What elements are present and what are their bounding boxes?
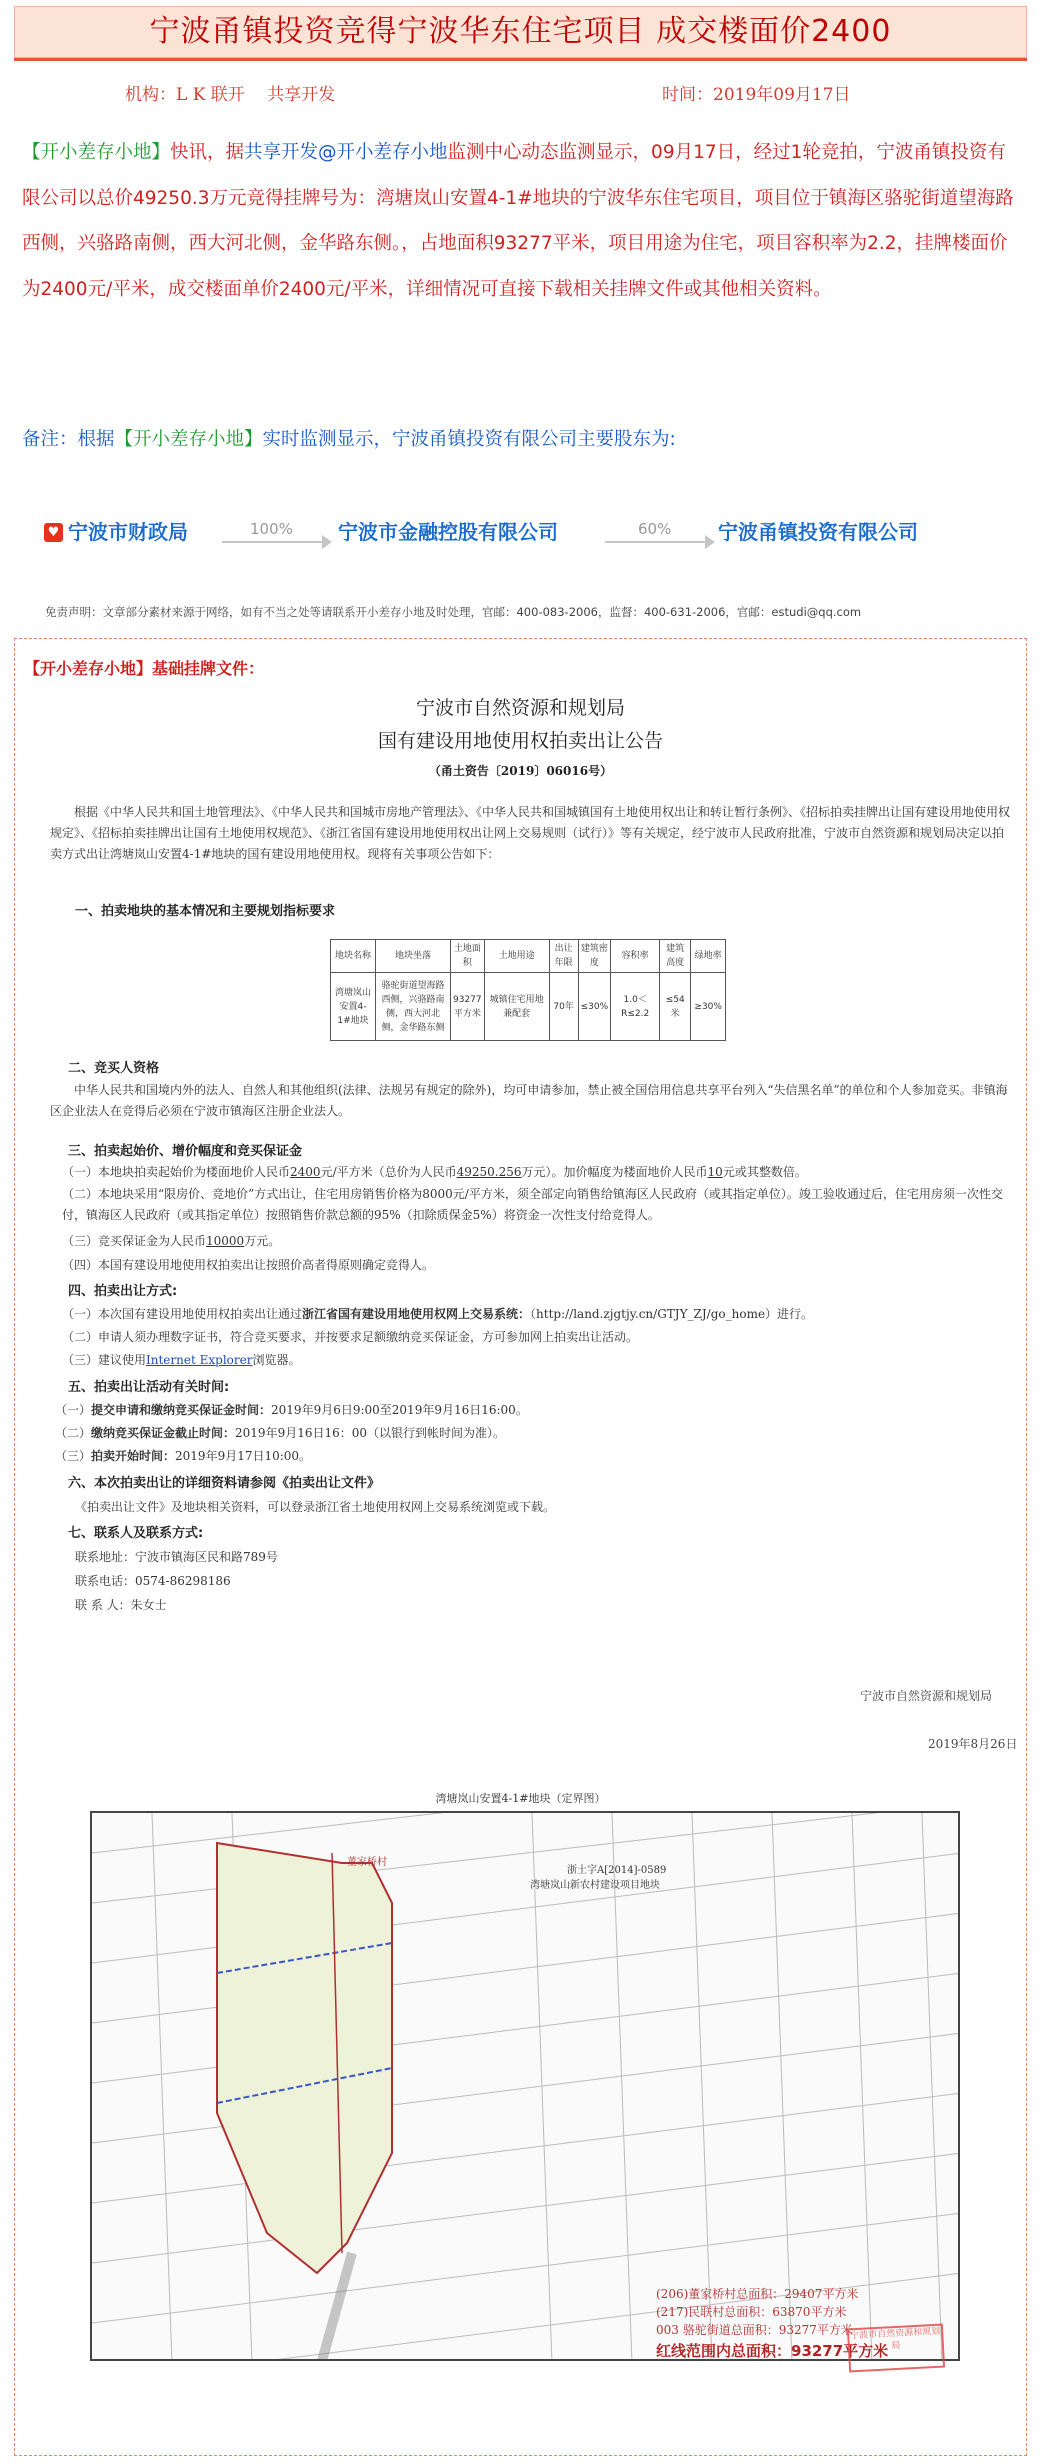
section-4-line-3 (62, 1351, 1022, 1368)
arrow-head-2 (705, 535, 715, 549)
text: （三）竞买保证金为人民币 (62, 1234, 207, 1248)
section-5-heading: 五、拍卖出让活动有关时间: (68, 1380, 230, 1395)
preamble: 根据《中华人民共和国土地管理法》、《中华人民共和国城市房地产管理法》、《中华人民共和国城镇国有土地使用权出让和转让暂行条例》、《招标拍卖挂牌出让国有建设用地使用权规定》、《招标拍卖挂牌出让国有土地使用权规范》、《浙江省国有建设用地使用权出让网上交易规则（试行）》等有关规定，经宁波市人民政府批准，宁波市自然资源和规划局决定以拍卖方式出让湾塘岚山安置4-1#地块的国有建设用地使用权。现将有关事项公告如下： (50, 805, 1011, 861)
table-header: 地块名称 (331, 940, 376, 973)
map-label-permit: 浙土字A[2014]-0589 (567, 1865, 667, 1876)
table-header: 建筑密度 (578, 940, 611, 973)
section-6-text: 《拍卖出让文件》及地块相关资料，可以登录浙江省土地使用权网上交易系统浏览或下载。 (75, 1500, 556, 1514)
section-6-heading: 六、本次拍卖出让的详细资料请参阅《拍卖出让文件》 (68, 1476, 381, 1491)
browser-link[interactable]: Internet Explorer (146, 1353, 253, 1367)
section-7-heading: 七、联系人及联系方式: (68, 1526, 204, 1541)
note-brand: 【开小差存小地】 (114, 429, 263, 450)
shareholding-pct-1: 100% (250, 520, 293, 538)
legend-item: (217)民联村总面积：63870平方米 (656, 2305, 847, 2319)
issue-date: 2019年8月26日 (928, 1737, 1018, 1751)
announcement-number: （甬土资告〔2019〕06016号） (428, 764, 613, 778)
table-header: 地块坐落 (376, 940, 451, 973)
time-label: 时间：2019年09月17日 (662, 85, 851, 105)
table-cell: 93277平方米 (451, 973, 485, 1041)
text: （二） (55, 1426, 92, 1440)
contact-phone: 联系电话：0574-86298186 (75, 1574, 231, 1588)
trading-system-name: 浙江省国有建设用地使用权网上交易系统： (302, 1307, 531, 1321)
legend-item: 003 骆驼街道总面积：93277平方米 (656, 2323, 853, 2337)
text: （三）建议使用 (62, 1353, 147, 1367)
announcement-title: 国有建设用地使用权拍卖出让公告 (377, 730, 663, 752)
text: （一）本地块拍卖起始价为楼面地价人民币 (62, 1165, 291, 1179)
table-header: 容积率 (611, 940, 660, 973)
section-3-line-3 (62, 1232, 1022, 1249)
table-header: 出让年限 (549, 940, 578, 973)
section-5-line-3 (55, 1447, 1015, 1464)
table-header: 建筑高度 (660, 940, 691, 973)
trading-system-url[interactable]: （http://land.zjgtjy.cn/GTJY_ZJ/go_home）进行。 (530, 1307, 814, 1321)
government-icon: ♥ (44, 523, 63, 542)
text: 万元。 (244, 1234, 281, 1248)
plot-boundary (217, 1843, 392, 2273)
text: 2019年9月16日16：00（以银行到帐时间为准）。 (235, 1426, 506, 1440)
note-text-2: 实时监测显示，宁波甬镇投资有限公司主要股东为: (262, 429, 676, 450)
plot-spec-table (330, 939, 726, 1041)
text: 浏览器。 (252, 1353, 301, 1367)
text: 2019年9月17日10:00。 (175, 1449, 312, 1463)
boundary-map (90, 1811, 960, 2361)
section-4-line-1 (62, 1305, 1022, 1322)
legend-total-area: 红线范围内总面积：93277平方米 (656, 2342, 889, 2360)
shareholder-entity-2[interactable]: 宁波市金融控股有限公司 (338, 520, 558, 544)
contact-address: 联系地址：宁波市镇海区民和路789号 (75, 1550, 278, 1564)
text: （一）本次国有建设用地使用权拍卖出让通过 (62, 1307, 303, 1321)
arrow-line-2 (605, 541, 705, 543)
map-label-project: 湾塘岚山新农村建设项目地块 (530, 1880, 660, 1891)
total-price: 49250.256 (456, 1165, 522, 1179)
label: 拍卖开始时间： (91, 1449, 176, 1463)
brand-tag: 【开小差存小地】 (22, 142, 171, 163)
table-cell: 1.0＜R≤2.2 (611, 973, 660, 1041)
section-4-line-2: （二）申请人须办理数字证书，符合竞买要求，并按要求足额缴纳竞买保证金，方可参加网上拍卖出让活动。 (62, 1330, 639, 1344)
label: 缴纳竞买保证金截止时间： (91, 1426, 236, 1440)
text: （一） (55, 1403, 92, 1417)
intro-text-1: 快讯，据 (170, 142, 245, 163)
table-cell: ≤30% (578, 973, 611, 1041)
contact-person: 联 系 人：朱女士 (75, 1598, 167, 1612)
table-cell: 70年 (549, 973, 578, 1041)
table-header: 土地用途 (484, 940, 549, 973)
page-title: 宁波甬镇投资竞得宁波华东住宅项目 成交楼面价2400 (14, 6, 1027, 58)
section-4-heading: 四、拍卖出让方式: (68, 1284, 178, 1299)
arrow-head-1 (322, 535, 332, 549)
map-title: 湾塘岚山安置4-1#地块（定界图） (435, 1792, 606, 1805)
section-3-heading: 三、拍卖起始价、增价幅度和竞买保证金 (68, 1144, 303, 1159)
label: 提交申请和缴纳竞买保证金时间： (91, 1403, 272, 1417)
section-2-heading: 二、竞买人资格 (68, 1061, 160, 1076)
table-cell: ≤54米 (660, 973, 691, 1041)
section-3-line-4: （四）本国有建设用地使用权拍卖出让按照价高者得原则确定竞得人。 (62, 1258, 435, 1272)
table-cell: 骆驼街道望海路西侧，兴骆路南侧，西大河北侧，金华路东侧 (376, 973, 451, 1041)
document-heading: 【开小差存小地】基础挂牌文件： (24, 659, 265, 678)
issuer-signature: 宁波市自然资源和规划局 (860, 1689, 993, 1703)
shareholder-entity-3[interactable]: 宁波甬镇投资有限公司 (718, 520, 918, 544)
official-stamp: 宁波市自然资源和规划局 (847, 2324, 945, 2373)
section-5-line-1 (55, 1401, 1015, 1418)
table-header: 土地面积 (451, 940, 485, 973)
org-label: 机构：L K 联开 共享开发 (125, 85, 336, 105)
increment: 10 (707, 1165, 723, 1179)
text: （三） (55, 1449, 92, 1463)
note-text-1: 备注：根据 (22, 429, 115, 450)
legend-item: (206)董家桥村总面积：29407平方米 (656, 2287, 859, 2301)
map-label-village: 董家桥村 (347, 1857, 387, 1868)
section-3-line-2: （二）本地块采用“限房价、竞地价”方式出让，住宅用房销售价格为8000元/平方米，须全部定向销售给镇海区人民政府（或其指定单位）。竣工验收通过后，住宅用房须一次性交付，镇海区人民政府（或其指定单位）按照销售价款总额的95%（扣除质保金5%）将资金一次性支付给竞得人。 (62, 1187, 1003, 1222)
arrow-line-1 (222, 541, 322, 543)
note-line (22, 425, 676, 451)
text: 2019年9月6日9:00至2019年9月16日16:00。 (271, 1403, 528, 1417)
issuer-title: 宁波市自然资源和规划局 (415, 697, 625, 719)
start-price: 2400 (290, 1165, 321, 1179)
river (322, 2253, 352, 2361)
title-divider (14, 58, 1027, 61)
text: 万元）。加价幅度为楼面地价人民币 (521, 1165, 708, 1179)
share-link[interactable]: 共享开发@开小差存小地 (244, 142, 448, 163)
table-cell: 湾塘岚山安置4-1#地块 (331, 973, 376, 1041)
text: 元/平方米（总价为人民币 (320, 1165, 457, 1179)
table-cell: ≥30% (691, 973, 726, 1041)
section-1-heading: 一、拍卖地块的基本情况和主要规划指标要求 (75, 904, 336, 919)
section-5-line-2 (55, 1424, 1015, 1441)
section-2-text: 中华人民共和国境内外的法人、自然人和其他组织(法律、法规另有规定的除外)，均可申请参加，禁止被全国信用信息共享平台列入“失信黑名单”的单位和个人参加竞买。非镇海区企业法人在竞得后必须在宁波市镇海区注册企业法人。 (50, 1083, 1008, 1118)
map-drawing (92, 1813, 960, 2361)
section-3-line-1 (62, 1163, 1022, 1180)
disclaimer: 免责声明：文章部分素材来源于网络，如有不当之处等请联系开小差存小地及时处理，官邮：400-083-2006，监督：400-631-2006，官邮：estudi@qq.com (45, 605, 862, 619)
shareholder-entity-1[interactable]: 宁波市财政局 (68, 520, 188, 544)
table-cell: 城镇住宅用地兼配套 (484, 973, 549, 1041)
intro-paragraph (22, 130, 1022, 312)
table-header: 绿地率 (691, 940, 726, 973)
shareholding-pct-2: 60% (638, 520, 672, 538)
text: 元或其整数倍。 (722, 1165, 807, 1179)
intro-text-2: 监测中心动态监测显示，09月17日，经过1轮竞拍，宁波甬镇投资有限公司以总价49250.3万元竞得挂牌号为：湾塘岚山安置4-1#地块的宁波华东住宅项目，项目位于镇海区骆驼街道望海路西侧，兴骆路南侧，西大河北侧，金华路东侧。，占地面积93277平米，项目用途为住宅，项目容积率为2.2，挂牌楼面价为2400元/平米，成交楼面单价2400元/平米，详细情况可直接下载相关挂牌文件或其他相关资料。 (22, 142, 1014, 300)
deposit-amount: 10000 (206, 1234, 245, 1248)
